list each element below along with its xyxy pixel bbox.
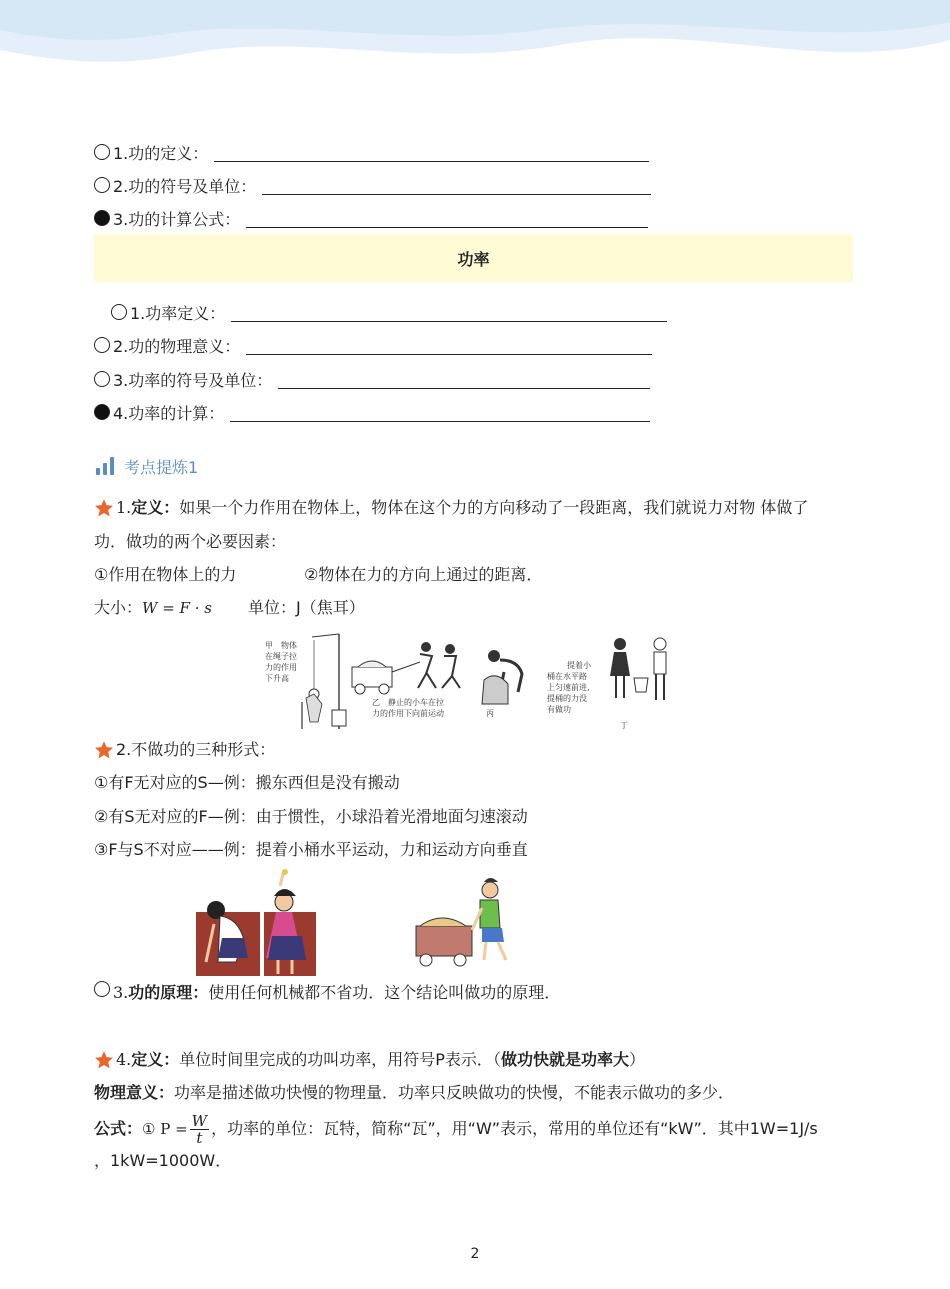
answer-blank[interactable] (278, 370, 650, 389)
work-examples-figure (262, 632, 682, 732)
cart-pulling-illustration (352, 642, 460, 718)
factor1: ①作用在物体上的力 (94, 565, 237, 584)
svg-text:桶在水平路: 桶在水平路 (547, 672, 587, 681)
answer-blank[interactable] (262, 176, 651, 195)
no-work-case1: ①有F无对应的S—例：搬东西但是没有搬动 (94, 773, 400, 792)
svg-text:在绳子拉: 在绳子拉 (265, 652, 297, 661)
answer-blank[interactable] (246, 209, 648, 228)
star-icon (94, 1050, 114, 1070)
no-work-case3: ③F与S不对应——例：提着小桶水平运动，力和运动方向垂直 (94, 840, 528, 859)
svg-text:力的作用: 力的作用 (265, 663, 297, 672)
hollow-circle-marker (111, 304, 127, 320)
boy-pushing-cart-illustration (416, 878, 506, 966)
point2-title: 2.不做功的三种形式： (116, 740, 276, 759)
hollow-circle-marker (94, 981, 110, 997)
no-work-examples-figure (194, 868, 539, 978)
svg-text:乙 静止的小车在拉: 乙 静止的小车在拉 (372, 698, 444, 707)
section-title-bar (94, 234, 853, 282)
question-label: 1.功率定义： (130, 303, 226, 323)
svg-text:提桶的力没: 提桶的力没 (547, 694, 587, 703)
filled-circle-marker (94, 210, 110, 226)
kaodian-heading (96, 455, 198, 477)
section-title: 功率 (457, 249, 490, 269)
star-icon (94, 740, 114, 760)
point1-term: 定义： (131, 498, 180, 517)
pulley-lifting-illustration (265, 634, 346, 729)
svg-text:有做功: 有做功 (547, 705, 571, 714)
hollow-circle-marker (94, 371, 110, 387)
formula-text2: ，1kW=1000W． (94, 1151, 232, 1170)
formula-text: ，功率的单位：瓦特，简称“瓦”，用“W”表示，常用的单位还有“kW”．其中1W=1J/s (211, 1119, 818, 1138)
factor2: ②物体在力的方向上通过的距离． (304, 565, 543, 584)
power-fraction: $\frac{W}{t}$ (191, 1111, 208, 1147)
point3-line: 3. 功的原理： 使用任何机械都不省功．这个结论叫做功的原理． (94, 982, 560, 1004)
point1-line1: 1. 定义： 如果一个力作用在物体上，物体在这个力的方向移动了一段距离，我们就说力对物 体做了 (94, 497, 808, 519)
hollow-circle-marker (94, 144, 110, 160)
svg-text:上匀速前进,: 上匀速前进, (547, 683, 590, 692)
unit-label: 单位：J（焦耳） (248, 598, 365, 617)
question-row (94, 332, 652, 358)
question-row (94, 172, 651, 198)
question-label: 2.功的物理意义： (113, 336, 241, 356)
pushing-rock-illustration (482, 650, 522, 718)
point2-title-line (94, 739, 275, 761)
hollow-circle-marker (94, 177, 110, 193)
question-label: 2.功的符号及单位： (113, 176, 257, 196)
question-row (111, 299, 667, 325)
meaning-line (94, 1082, 734, 1104)
question-row (94, 205, 648, 231)
meaning-term: 物理意义： (94, 1083, 175, 1102)
answer-blank[interactable] (214, 143, 649, 162)
answer-blank[interactable] (246, 336, 652, 355)
point4-line: 4. 定义： 单位时间里完成的功叫功率，用符号P表示．（ 做功快就是功率大 ） (94, 1049, 645, 1071)
question-label: 3.功率的符号及单位： (113, 370, 273, 390)
point1-text2: 功．做功的两个必要因素： (94, 532, 287, 551)
formula-term: 公式： (94, 1119, 143, 1138)
question-label: 3.功的计算公式： (113, 209, 241, 229)
answer-blank[interactable] (230, 403, 650, 422)
formula-prefix: ① P = (142, 1120, 188, 1138)
svg-text:丁: 丁 (620, 721, 628, 730)
point4-bold-tail: 做功快就是功率大 (500, 1050, 629, 1069)
point1-text1: 如果一个力作用在物体上，物体在这个力的方向移动了一段距离，我们就说力对物 体做了 (179, 498, 809, 517)
size-line: 大小：W = F · s (94, 598, 212, 617)
kaodian-title: 考点提炼1 (124, 457, 199, 477)
no-work-case2: ②有S无对应的F—例：由于惯性，小球沿着光滑地面匀速滚动 (94, 807, 528, 826)
carrying-bucket-illustration (547, 638, 666, 730)
svg-text:提着小: 提着小 (567, 661, 591, 670)
point3-text: 使用任何机械都不省功．这个结论叫做功的原理． (208, 983, 561, 1002)
answer-blank[interactable] (231, 303, 667, 322)
formula-line (94, 1112, 818, 1146)
bar-chart-icon (96, 457, 114, 475)
hollow-circle-marker (94, 337, 110, 353)
svg-text:下升高: 下升高 (265, 674, 289, 683)
question-row (94, 366, 650, 392)
question-row (94, 399, 650, 425)
header-wave-decoration (0, 0, 950, 90)
point3-term: 功的原理： (128, 983, 209, 1002)
svg-text:丙: 丙 (486, 709, 494, 718)
question-label: 4.功率的计算： (113, 403, 225, 423)
question-row (94, 139, 649, 165)
question-label: 1.功的定义： (113, 143, 209, 163)
svg-text:力的作用下向前运动: 力的作用下向前运动 (372, 709, 444, 718)
star-icon (94, 498, 114, 518)
filled-circle-marker (94, 404, 110, 420)
meaning-text: 功率是描述做功快慢的物理量．功率只反映做功的快慢，不能表示做功的多少． (174, 1083, 735, 1102)
page-number: 2 (470, 1246, 480, 1262)
svg-text:甲 物体: 甲 物体 (265, 641, 297, 650)
point4-text: 单位时间里完成的功叫功率，用符号P表示．（ (179, 1050, 501, 1069)
point4-term: 定义： (131, 1050, 180, 1069)
girl-lifting-illustration (196, 869, 316, 976)
work-formula: W = F · s (142, 599, 212, 617)
